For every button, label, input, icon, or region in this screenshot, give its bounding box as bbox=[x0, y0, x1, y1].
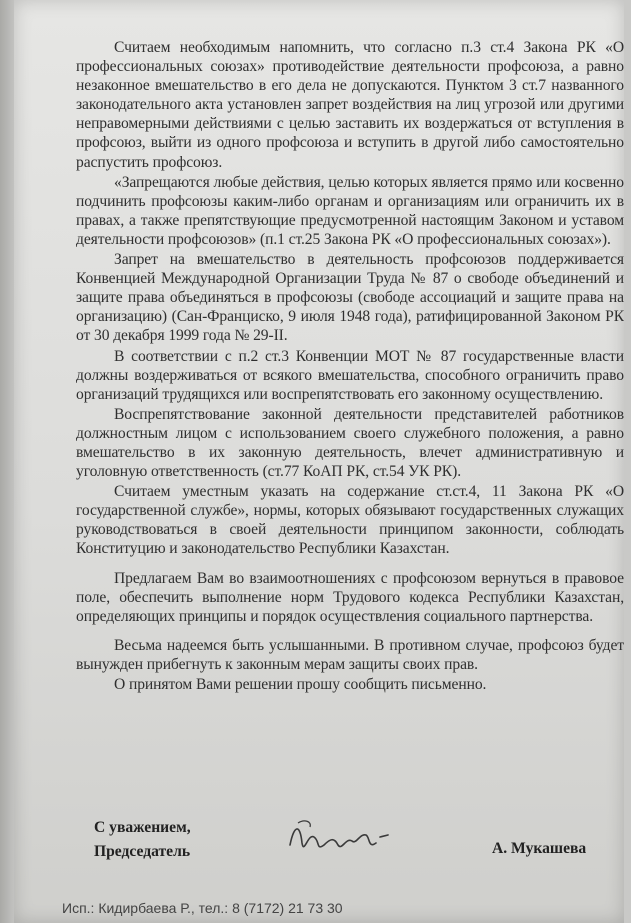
paragraph-1: Считаем необходимым напомнить, что согласно п.3 ст.4 Закона РК «О профессиональных союзах» противодействие деятельности профсоюза, а равно незаконное вмешательство в его дела не допускаются. Пунктом 3 ст.7 названного законодательного акта установлен запрет воздействия на лиц угрозой или другими неправомерными действиями с целью заставить их воздержаться от вступления в профсоюз, выйти из одного профсоюза и вступить в другой либо самостоятельно распустить профсоюз. bbox=[76, 39, 624, 171]
handwritten-signature bbox=[284, 815, 394, 865]
paragraph-8: Весьма надеемся быть услышанными. В противном случае, профсоюз будет вынужден прибегнуть к законным мерам защиты своих прав. bbox=[76, 636, 624, 673]
paragraph-6: Считаем уместным указать на содержание ст.ст.4, 11 Закона РК «О государственной службе», нормы, которых обязывают государственных служащих руководствоваться в своей деятельности принципом законности, соблюдать Конституцию и законодательство Республики Казахстан. bbox=[76, 483, 624, 558]
paragraph-9: О принятом Вами решении прошу сообщить письменно. bbox=[114, 676, 487, 693]
letter-body bbox=[76, 38, 624, 695]
executor-line: Исп.: Кидирбаева Р., тел.: 8 (7172) 21 73 30 bbox=[62, 900, 343, 916]
paragraph-2: «Запрещаются любые действия, целью которых является прямо или косвенно подчинить профсоюзы каким-либо органам и организациям или ограничить их в правах, а также препятствующие предусмотренной настоящим Законом и уставом деятельности профсоюзов» (п.1 ст.25 Закона РК «О профессиональных союзах»). bbox=[76, 173, 624, 248]
paragraph-3: Запрет на вмешательство в деятельность профсоюзов поддерживается Конвенцией Международной Организации Труда № 87 о свободе объединений и защите права объединяться в профсоюзы (свободе ассоциаций и защите права на организацию) (Сан-Франциско, 9 июля 1948 года), ратифицированной Законом РК от 30 декабря 1999 года № 29-II. bbox=[76, 251, 624, 345]
closing-text: С уважением, bbox=[94, 819, 191, 836]
paragraph-5: Воспрепятствование законной деятельности представителей работников должностным лицом с использованием своего служебного положения, а равно вмешательство в их законную деятельность, влечет административную и уголовную ответственность (ст.77 КоАП РК, ст.54 УК РК). bbox=[76, 405, 624, 481]
paragraph-7: Предлагаем Вам во взаимоотношениях с профсоюзом вернуться в правовое поле, обеспечить выполнение норм Трудового кодекса Республики Казахстан, определяющих принципы и порядок осуществления социального партнерства. bbox=[76, 569, 624, 625]
signer-name: А. Мукашева bbox=[492, 840, 587, 857]
position-text: Председатель bbox=[94, 843, 191, 860]
page-edge bbox=[0, 0, 14, 923]
letter-page bbox=[14, 0, 624, 923]
paragraph-4: В соответствии с п.2 ст.3 Конвенции МОТ № 87 государственные власти должны воздерживаться от всякого вмешательства, способного ограничить право организаций трудящихся или воспрепятствовать его законному осуществлению. bbox=[76, 347, 624, 403]
